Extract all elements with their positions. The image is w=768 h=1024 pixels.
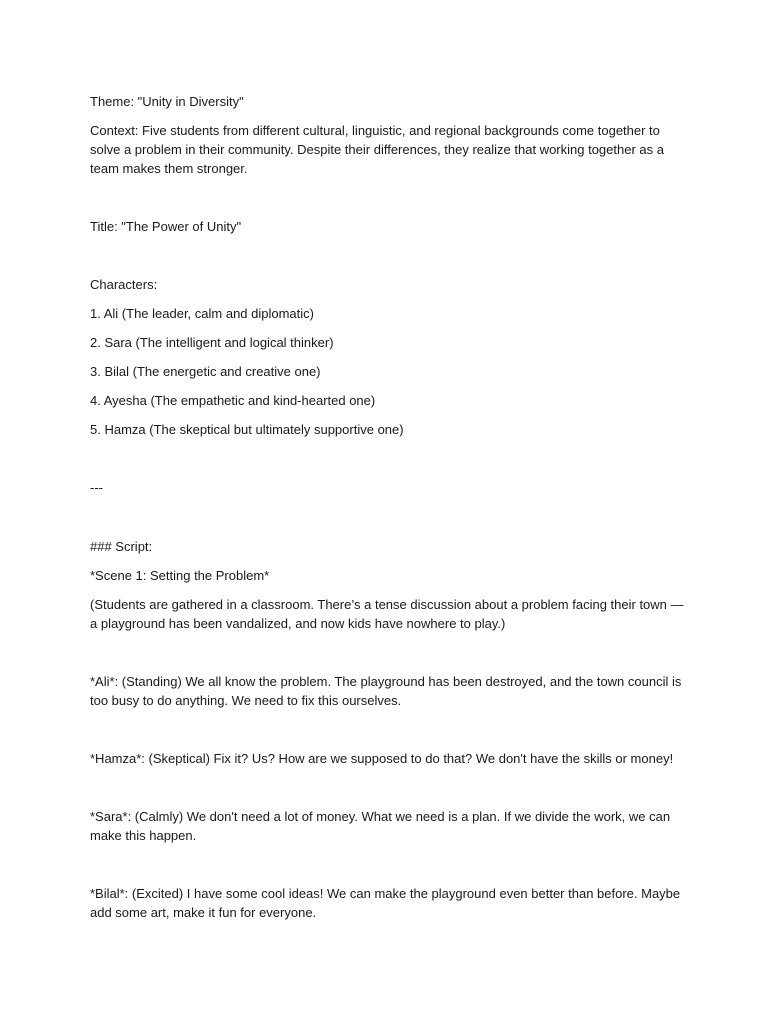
script-heading: ### Script: bbox=[90, 539, 153, 554]
theme-line: Theme: "Unity in Diversity" bbox=[90, 94, 244, 109]
title-line: Title: "The Power of Unity" bbox=[90, 219, 242, 234]
dialogue-line: *Sara*: (Calmly) We don't need a lot of money. What we need is a plan. If we divide the work, we can make this happen. bbox=[90, 809, 671, 843]
stage-direction: (Students are gathered in a classroom. There’s a tense discussion about a problem facing their town — a playground has been vandalized, and now kids have nowhere to play.) bbox=[90, 597, 684, 631]
character-item: 5. Hamza (The skeptical but ultimately supportive one) bbox=[90, 422, 404, 437]
character-item: 4. Ayesha (The empathetic and kind-hearted one) bbox=[90, 393, 376, 408]
dialogue-line: *Ali*: (Standing) We all know the problem. The playground has been destroyed, and the town council is too busy to do anything. We need to fix this ourselves. bbox=[90, 674, 682, 708]
character-item: 3. Bilal (The energetic and creative one) bbox=[90, 364, 321, 379]
character-item: 2. Sara (The intelligent and logical thinker) bbox=[90, 335, 334, 350]
context-paragraph: Context: Five students from different cultural, linguistic, and regional backgrounds come together to solve a problem in their community. Despite their differences, they realize that working together as a team makes them stronger. bbox=[90, 123, 664, 176]
dialogue-line: *Hamza*: (Skeptical) Fix it? Us? How are we supposed to do that? We don't have the skills or money! bbox=[90, 751, 674, 766]
dialogue-line: *Bilal*: (Excited) I have some cool ideas! We can make the playground even better than before. Maybe add some art, make it fun for everyone. bbox=[90, 886, 681, 920]
characters-heading: Characters: bbox=[90, 277, 158, 292]
character-item: 1. Ali (The leader, calm and diplomatic) bbox=[90, 306, 314, 321]
scene-heading: *Scene 1: Setting the Problem* bbox=[90, 568, 270, 583]
section-divider: --- bbox=[90, 480, 103, 495]
